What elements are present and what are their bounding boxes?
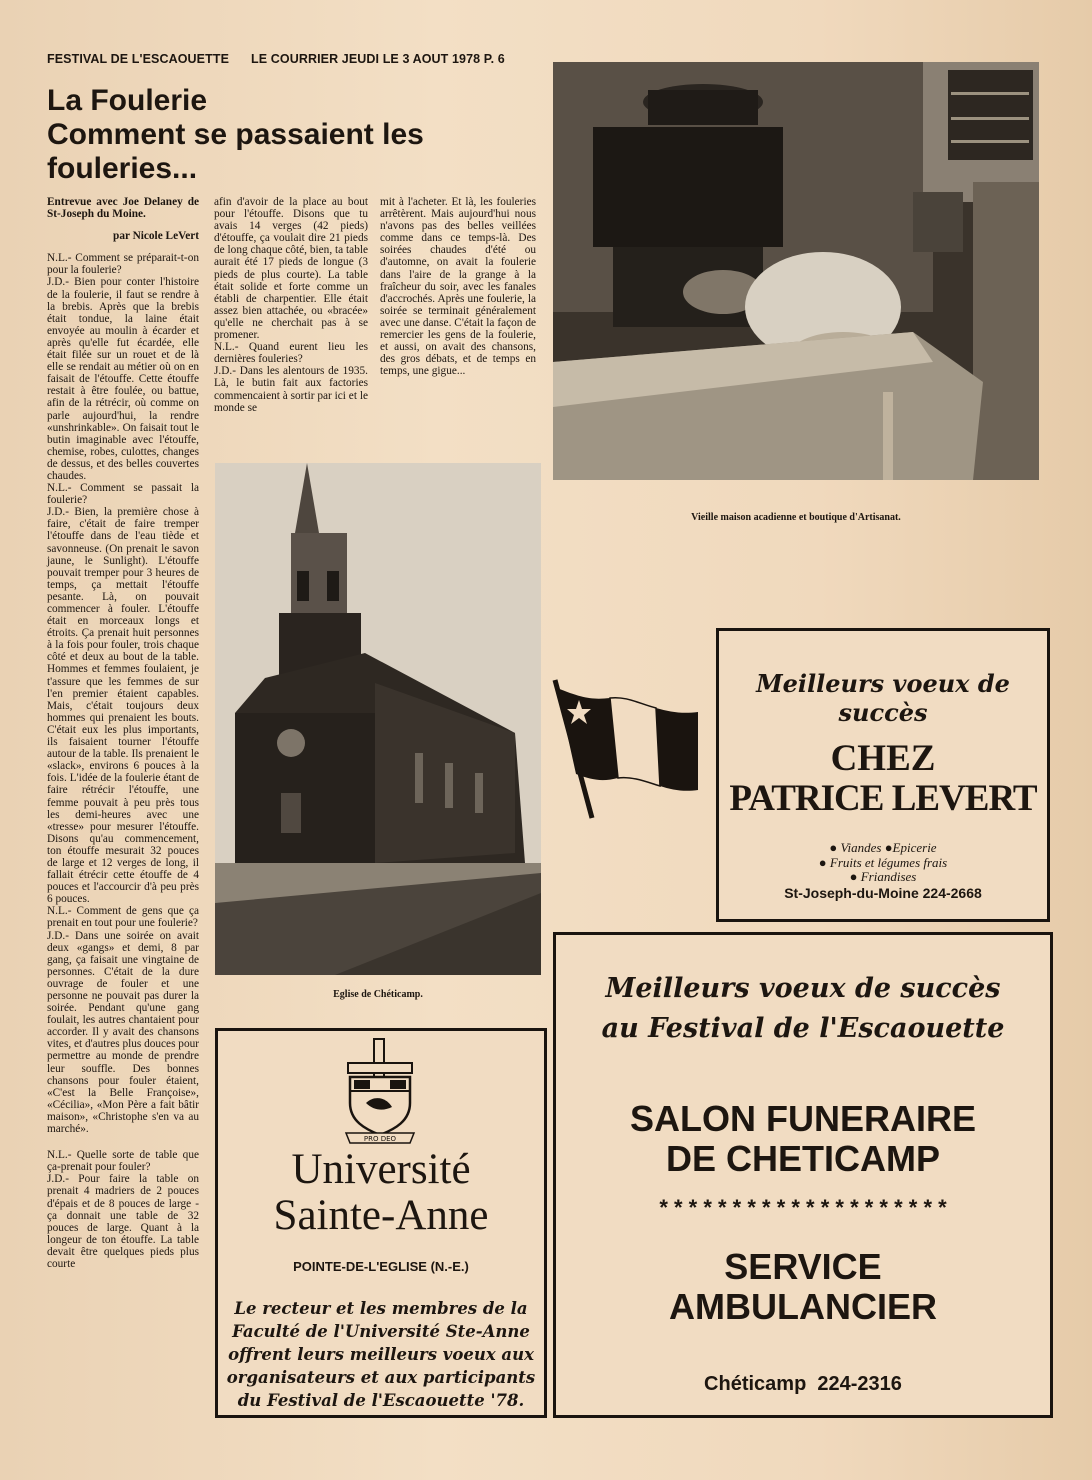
article-column-1 (47, 196, 199, 1270)
article-intro: Entrevue avec Joe Delaney de St-Joseph du Moine. (47, 196, 199, 221)
bullet-icon: ● (829, 840, 841, 855)
house-photo-illustration (553, 62, 1039, 480)
article-byline: par Nicole LeVert (113, 230, 199, 243)
church-photo-illustration (215, 463, 541, 975)
paragraph: N.L.- Comment se préparait-t-on pour la foulerie? (47, 252, 199, 277)
salon-wishes-line-2: au Festival de l'Escaouette (601, 1013, 1005, 1044)
university-name-line-1: Université (291, 1146, 471, 1193)
bullet-icon: ● (849, 869, 861, 884)
paragraph: J.D.- Dans une soirée on avait deux «gangs» et demi, 8 par gang, ça faisait une vingtaine de personnes. C'était de la dure ouvrage de fouler et une personne ne pouvait pas durer la soirée. Pendant qu'une gang foulait, les autres chantaient pour accorder. Il y avait des chansons vites, et d'autres plus douces pour permettre au monde de prendre leur souffle. Des bonnes chansons pour fouler étaient, «C'est la Belle Françoise», «Cécilia», «Mon Père a fait bâtir maison», «Christophe s'en va au marché». (47, 929, 200, 1136)
house-photo-caption: Vieille maison acadienne et boutique d'Artisanat. (691, 512, 901, 523)
paragraph: mit à l'acheter. Et là, les fouleries arrêtèrent. Mais aujourd'hui nous n'avons pas des belles veillées comme dans ce temps-là. Des soirées chaudes d'été ou d'automne, on avait la foulerie dans l'aire de la grange à la fraîcheur du soir, avec les fanales d'accrochés. Après une foulerie, la soirée se terminait généralement avec une danse. C'était la façon de remercier les gens de la foulerie, et aussi, on avait des chansons, des gros débats, et de temps en temps, une gigue... (380, 196, 536, 378)
university-location: POINTE-DE-L'EGLISE (N.-E.) (293, 1259, 469, 1274)
paragraph: J.D.- Bien, la première chose à faire, c'était de faire tremper l'étouffe dans de l'eau tiède et savonneuse. (On prenait le savon jaune, le Sunlight). L'étouffe pouvait tremper pour 3 heures de temps, ça mettait l'étouffe pesante. Là, on pouvait commencer à fouler. L'étouffe était en morceaux longs et étroits. Ça prenait huit personnes à la fois pour fouler, trois chaque côté et deux au bout de la table. Hommes et femmes foulaient, je t'assure que les femmes de sur l'en premier étaient capables. Mais, c'était toujours deux hommes qui prenaient les bouts. C'était eux les plus importants, ils faisaient tourner l'étouffe autour de la table. Ils prenaient le «slack», environs 6 pouces à la fois. L'idée de la foulerie étant de faire rétrécir l'étouffe, une femme pouvait à peu près tous les demi-heures avec une «tresse» pour mesurer l'étouffe. Disons qu'au commencement, ton étouffe mesurait 32 pouces de large et 12 verges de long, il fallait étrécir cette étouffe de 4 pouces et l'accourcir d'à peu près 6 pouces. (47, 506, 199, 906)
product-item: Epicerie (892, 840, 937, 855)
paragraph: N.L.- Comment se passait la foulerie? (47, 482, 199, 507)
university-message: Le recteur et les membres de la Faculté de l'Université Ste-Anne offrent leurs meilleurs voeux aux organisateurs et aux participants du Festival de l'Escaouette '78. (226, 1299, 536, 1410)
headline-line-1: La Foulerie (47, 84, 208, 117)
ad-product-list (719, 841, 1047, 885)
store-name-line-2: PATRICE LEVERT (729, 778, 1037, 819)
paper-dateline: LE COURRIER JEUDI LE 3 AOUT 1978 P. 6 (251, 52, 505, 66)
bullet-icon: ● (818, 854, 830, 870)
acadian-flag-icon (552, 678, 702, 823)
paragraph: afin d'avoir de la place au bout pour l'étouffe. Disons que tu avais 14 verges (42 pieds) d'étouffe, ça voulait dire 21 pieds de long chaque côté, bien, ta table aurait été 17 pieds de longue (3 pieds de plus courte). La table était solide et forte comme un établi de charpentier. Elle était assez bien attachée, ou «bracée» qu'elle ne cherchait pas à se promener. (214, 196, 368, 342)
salon-contact: Chéticamp 224-2316 (704, 1373, 902, 1395)
paragraph: N.L.- Comment de gens que ça prenait en tout pour une foulerie? (47, 905, 199, 930)
ad-store-name (719, 739, 1047, 819)
article-column-3 (380, 196, 536, 377)
salon-service (556, 1247, 1050, 1327)
product-item: Viandes (840, 840, 882, 855)
salon-wishes (556, 969, 1050, 1049)
ad-salon-funeraire (553, 932, 1053, 1418)
paragraph: J.D.- Pour faire la table on prenait 4 madriers de 2 pouces d'épais et de 8 pouces de large - ça donnait une table de 32 pouces de large. Quant à la longeur de ton étouffe. La table devait être quelques pieds plus courte (47, 1173, 199, 1270)
university-crest (340, 1037, 420, 1147)
acadian-flag (552, 678, 702, 823)
paragraph: J.D.- Bien pour conter l'histoire de la foulerie, il faut se rendre à la brebis. Après que la brebis était tondue, la laine était envoyée au moulin à écarder et après qu'elle fut écardée, elle était filée sur un rouet et de là elle se rendait au métier où on en faisait de l'étouffe. Cette étouffe restait à être foulée, ou battue, afin de la rétrécir, où comme on parle aujourd'hui, la rendre «unshrinkable». On faisait tout le butin imaginable avec l'étouffe, chemise, robes, culottes, changes de dessus, et des belles couvertes chaudes. (47, 276, 199, 482)
ad-wishes: Meilleurs voeux de succès (756, 669, 1010, 727)
ad-universite-sainte-anne (215, 1028, 547, 1418)
service-line-1: SERVICE (724, 1246, 882, 1287)
headline-line-3: fouleries... (47, 152, 198, 185)
church-photo-caption: Eglise de Chéticamp. (333, 989, 423, 1000)
ad-contact: St-Joseph-du-Moine 224-2668 (784, 885, 982, 901)
salon-name-line-1: SALON FUNERAIRE (629, 1098, 976, 1139)
store-name-line-1: CHEZ (830, 738, 936, 779)
bullet-icon: ● (884, 840, 893, 855)
crest-motto: PRO DEO (363, 1135, 397, 1143)
headline-line-2: Comment se passaient les (47, 118, 424, 151)
house-interior-photo (553, 62, 1039, 480)
salon-name-line-2: DE CHETICAMP (665, 1138, 940, 1179)
service-line-2: AMBULANCIER (669, 1286, 937, 1327)
salon-wishes-line-1: Meilleurs voeux de succès (605, 973, 1001, 1004)
paragraph: J.D.- Dans les alentours de 1935. Là, le butin fait aux factories commencaient à sortir par ici et le monde se (214, 365, 368, 414)
paragraph: N.L.- Quelle sorte de table que ça-prenait pour fouler? (47, 1149, 199, 1174)
star-divider: * * * * * * * * * * * * * * * * * * * * (659, 1195, 947, 1220)
product-item: Fruits et légumes frais (829, 854, 948, 870)
page-header (47, 52, 537, 66)
church-photo (215, 463, 541, 975)
university-name (218, 1147, 544, 1239)
product-item: Friandises (860, 869, 917, 884)
salon-name (556, 1099, 1050, 1179)
crest-icon (340, 1037, 420, 1147)
section-label: FESTIVAL DE L'ESCAOUETTE (47, 52, 230, 66)
university-name-line-2: Sainte-Anne (273, 1192, 489, 1239)
article-headline (47, 84, 527, 186)
article-column-2 (214, 196, 368, 414)
ad-patrice-levert (716, 628, 1050, 922)
paragraph: N.L.- Quand eurent lieu les dernières fouleries? (214, 341, 368, 366)
